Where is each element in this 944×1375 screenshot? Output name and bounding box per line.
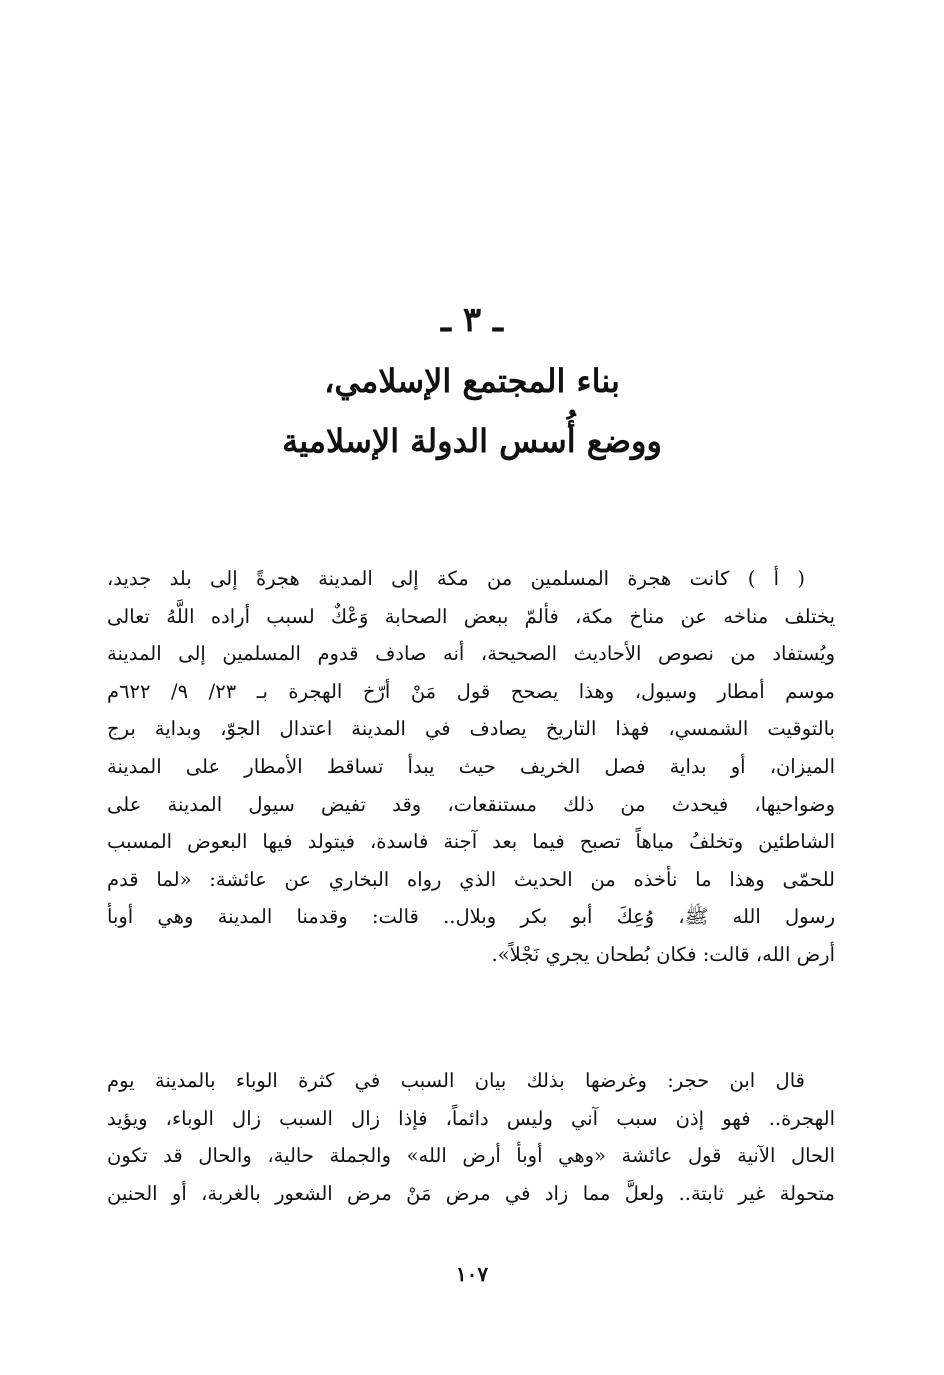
text-line: وضواحيها، فيحدث من ذلك مستنقعات، وقد تفيض سيول المدينة على: [107, 792, 835, 816]
paragraph-1: [107, 560, 835, 974]
text-line: ويُستفاد من نصوص الأحاديث الصحيحة، أنه صادف قدوم المسلمين إلى المدينة: [107, 642, 835, 666]
text-line: يختلف مناخه عن مناخ مكة، فألمّ ببعض الصحابة وَعْكٌ لسبب أراده اللَّهُ تعالى: [107, 604, 835, 628]
chapter-title-line-2: ووضع أُسس الدولة الإسلامية: [282, 422, 662, 460]
text-line: موسم أمطار وسيول، وهذا يصحح قول مَنْ أرّخ الهجرة بـ ٢٣/ ٩/ ٦٢٢م: [107, 679, 836, 703]
paragraph-2: [107, 1062, 835, 1212]
text-line: ( أ ) كانت هجرة المسلمين من مكة إلى المدينة هجرةً إلى بلد جديد،: [107, 567, 805, 590]
chapter-number: ـ ٣ ـ: [441, 300, 503, 340]
text-line: متحولة غير ثابتة.. ولعلَّ مما زاد في مرض مَنْ مرض الشعور بالغربة، أو الحنين: [107, 1181, 835, 1205]
text-line: الحال الآنية قول عائشة «وهي أوبأ أرض الله» والجملة حالية، والحال قد تكون: [107, 1144, 835, 1168]
text-line: للحمّى وهذا ما نأخذه من الحديث الذي رواه البخاري عن عائشة: «لما قدم: [107, 867, 835, 891]
text-line: أرض الله، قالت: فكان بُطحان يجري نَجْلاً».: [491, 942, 835, 966]
text-line: قال ابن حجر: وغرضها بذلك بيان السبب في كثرة الوباء بالمدينة يوم: [107, 1069, 805, 1092]
page-number: ١٠٧: [455, 1262, 489, 1286]
text-line: بالتوقيت الشمسي، فهذا التاريخ يصادف في المدينة اعتدال الجوّ، وبداية برج: [107, 717, 835, 741]
chapter-title-line-1: بناء المجتمع الإسلامي،: [324, 362, 620, 400]
text-line: رسول الله ﷺ، وُعِكَ أبو بكر وبلال.. قالت: وقدمنا المدينة وهي أوبأ: [107, 905, 835, 929]
text-line: الشاطئين وتخلفُ مياهاً تصبح فيما بعد آجنة فاسدة، فيتولد فيها البعوض المسبب: [107, 830, 835, 854]
text-line: الهجرة.. فهو إذن سبب آني وليس دائماً، فإذا زال السبب زال الوباء، ويؤيد: [107, 1106, 835, 1130]
text-line: الميزان، أو بداية فصل الخريف حيث يبدأ تساقط الأمطار على المدينة: [107, 754, 835, 778]
